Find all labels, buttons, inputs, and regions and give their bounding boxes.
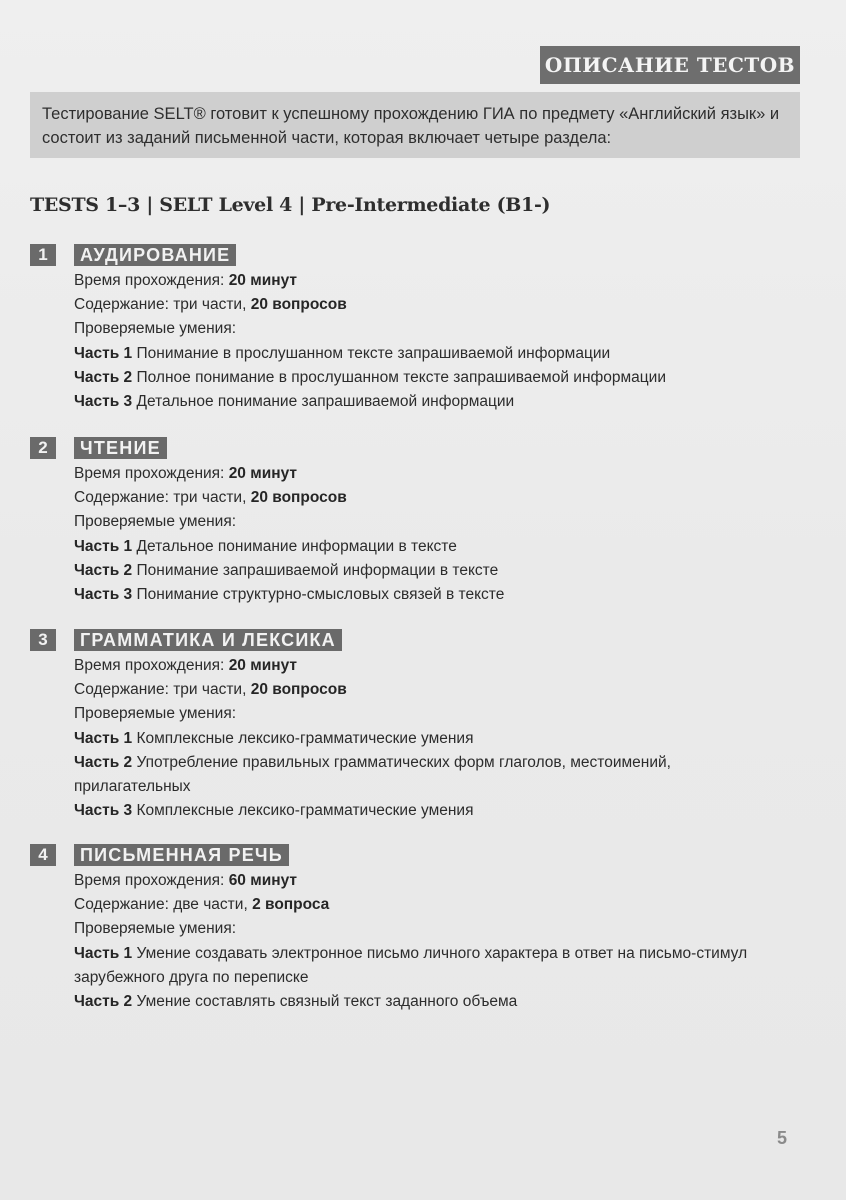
section-number-badge: 1 <box>30 244 56 266</box>
part-item: Часть 2 Понимание запрашиваемой информации в тексте <box>74 561 499 579</box>
content-value: 2 вопроса <box>252 896 330 914</box>
section-body <box>74 869 810 1014</box>
section-writing <box>30 844 810 1014</box>
time-value: 20 минут <box>228 272 297 289</box>
time-line: Время прохождения: 20 минут <box>74 465 297 482</box>
time-value: 60 минут <box>228 872 297 889</box>
section-header <box>30 844 810 867</box>
page-number: 5 <box>777 1128 788 1148</box>
section-body <box>74 269 810 414</box>
time-line: Время прохождения: 20 минут <box>74 272 297 289</box>
content-line: Содержание: три части, 20 вопросов <box>74 489 347 507</box>
section-body <box>74 462 810 607</box>
part-item: Часть 2 Полное понимание в прослушанном тексте запрашиваемой информации <box>74 368 666 386</box>
skills-label: Проверяемые умения: <box>74 920 237 938</box>
time-value: 20 минут <box>228 657 297 674</box>
content-line: Содержание: три части, 20 вопросов <box>74 296 347 314</box>
section-number-badge: 4 <box>30 844 56 866</box>
part-item: Часть 1 Детальное понимание информации в тексте <box>74 537 457 555</box>
page-banner: ОПИСАНИЕ ТЕСТОВ <box>540 46 800 84</box>
skills-label: Проверяемые умения: <box>74 705 237 723</box>
section-grammar-vocabulary <box>30 629 810 823</box>
content-line: Содержание: две части, 2 вопроса <box>74 896 330 914</box>
section-number-badge: 2 <box>30 437 56 459</box>
part-item: Часть 3 Детальное понимание запрашиваемой информации <box>74 393 515 411</box>
section-title: ЧТЕНИЕ <box>74 437 167 459</box>
content-value: 20 вопросов <box>250 681 347 699</box>
section-title: АУДИРОВАНИЕ <box>74 244 236 266</box>
content-line: Содержание: три части, 20 вопросов <box>74 681 347 699</box>
section-number-badge: 3 <box>30 629 56 651</box>
time-value: 20 минут <box>228 465 297 482</box>
part-item: Часть 3 Комплексные лексико-грамматические умения <box>74 802 474 820</box>
section-title: ГРАММАТИКА И ЛЕКСИКА <box>74 629 342 651</box>
skills-label: Проверяемые умения: <box>74 320 237 338</box>
part-item: Часть 1 Понимание в прослушанном тексте запрашиваемой информации <box>74 344 611 362</box>
section-header <box>30 437 810 460</box>
part-item: Часть 1 Комплексные лексико-грамматические умения <box>74 729 474 747</box>
time-line: Время прохождения: 20 минут <box>74 657 297 674</box>
content-value: 20 вопросов <box>250 489 347 507</box>
time-line: Время прохождения: 60 минут <box>74 872 297 889</box>
part-item: Часть 2 Умение составлять связный текст заданного объема <box>74 993 518 1011</box>
part-item: Часть 2 Употребление правильных грамматических форм глаголов, местоимений, прилагательных <box>74 753 671 796</box>
section-header <box>30 629 810 652</box>
section-listening <box>30 244 810 414</box>
section-body <box>74 654 810 823</box>
intro-box: Тестирование SELT® готовит к успешному прохождению ГИА по предмету «Английский язык» и состоит из заданий письменной части, которая включает четыре раздела: <box>30 92 800 158</box>
part-item: Часть 1 Умение создавать электронное письмо личного характера в ответ на письмо-стимул зарубежного друга по переписке <box>74 944 748 986</box>
section-reading <box>30 437 810 607</box>
tests-heading: TESTS 1–3 | SELT Level 4 | Pre-Intermediate (B1-) <box>30 194 551 216</box>
section-header <box>30 244 810 267</box>
section-title: ПИСЬМЕННАЯ РЕЧЬ <box>74 844 289 866</box>
content-value: 20 вопросов <box>250 296 347 314</box>
skills-label: Проверяемые умения: <box>74 513 237 531</box>
part-item: Часть 3 Понимание структурно-смысловых связей в тексте <box>74 586 505 604</box>
